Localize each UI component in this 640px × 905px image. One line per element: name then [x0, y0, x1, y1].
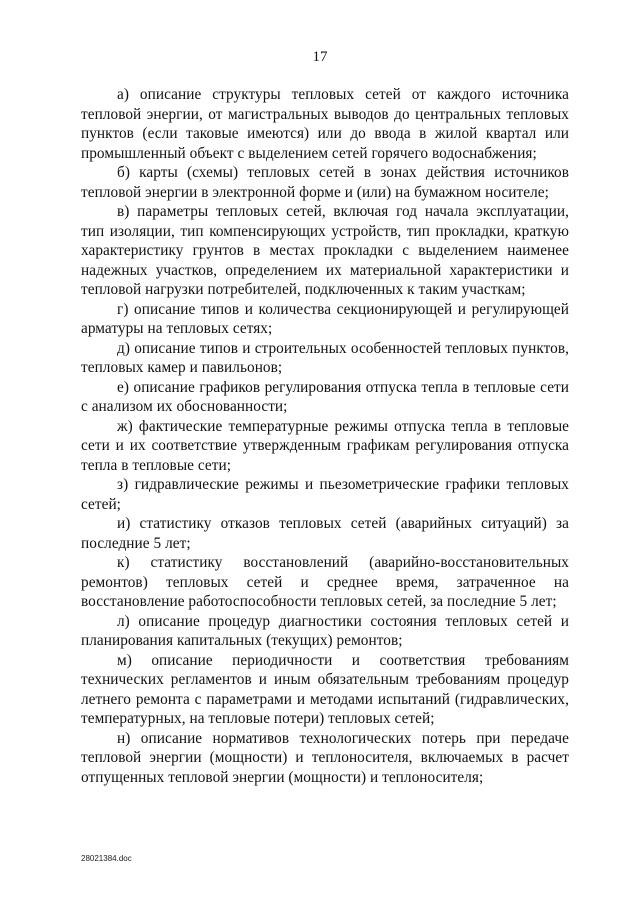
list-item-zh: ж) фактические температурные режимы отпуска тепла в тепловые сети и их соответствие утвержденным графикам регулирования отпуска тепла в тепловые сети;	[81, 417, 569, 474]
list-item-g: г) описание типов и количества секционирующей и регулирующей арматуры на тепловых сетях;	[81, 300, 569, 337]
list-item-e: е) описание графиков регулирования отпуска тепла в тепловые сети с анализом их обоснованности;	[81, 378, 569, 415]
list-item-a: а) описание структуры тепловых сетей от каждого источника тепловой энергии, от магистральных выводов до центральных тепловых пунктов (если таковые имеются) или до ввода в жилой квартал или промышленный объект с выделением сетей горячего водоснабжения;	[81, 86, 569, 162]
list-item-l: л) описание процедур диагностики состояния тепловых сетей и планирования капитальных (текущих) ремонтов;	[81, 612, 569, 649]
list-item-n: н) описание нормативов технологических потерь при передаче тепловой энергии (мощности) и теплоносителя, включаемых в расчет отпущенных тепловой энергии (мощности) и теплоносителя;	[81, 729, 569, 786]
file-name-footer: 28021384.doc	[81, 854, 132, 863]
list-item-d: д) описание типов и строительных особенностей тепловых пунктов, тепловых камер и павильонов;	[81, 339, 569, 376]
list-item-b: б) карты (схемы) тепловых сетей в зонах действия источников тепловой энергии в электронной форме и (или) на бумажном носителе;	[81, 164, 569, 201]
page-number: 17	[312, 49, 328, 65]
list-item-i: и) статистику отказов тепловых сетей (аварийных ситуаций) за последние 5 лет;	[81, 515, 569, 552]
list-item-m: м) описание периодичности и соответствия требованиям технических регламентов и иным обязательным требованиям процедур летнего ремонта с параметрами и методами испытаний (гидравлических, температурных, на тепловые потери) тепловых сетей;	[81, 651, 569, 727]
list-item-v: в) параметры тепловых сетей, включая год начала эксплуатации, тип изоляции, тип компенсирующих устройств, тип прокладки, краткую характеристику грунтов в местах прокладки с выделением наименее надежных участков, определением их материальной характеристики и тепловой нагрузки потребителей, подключенных к таким участкам;	[81, 203, 569, 298]
list-item-k: к) статистику восстановлений (аварийно-восстановительных ремонтов) тепловых сетей и среднее время, затраченное на восстановление работоспособности тепловых сетей, за последние 5 лет;	[81, 554, 569, 610]
list-item-z: з) гидравлические режимы и пьезометрические графики тепловых сетей;	[81, 476, 569, 513]
document-body	[81, 85, 569, 787]
